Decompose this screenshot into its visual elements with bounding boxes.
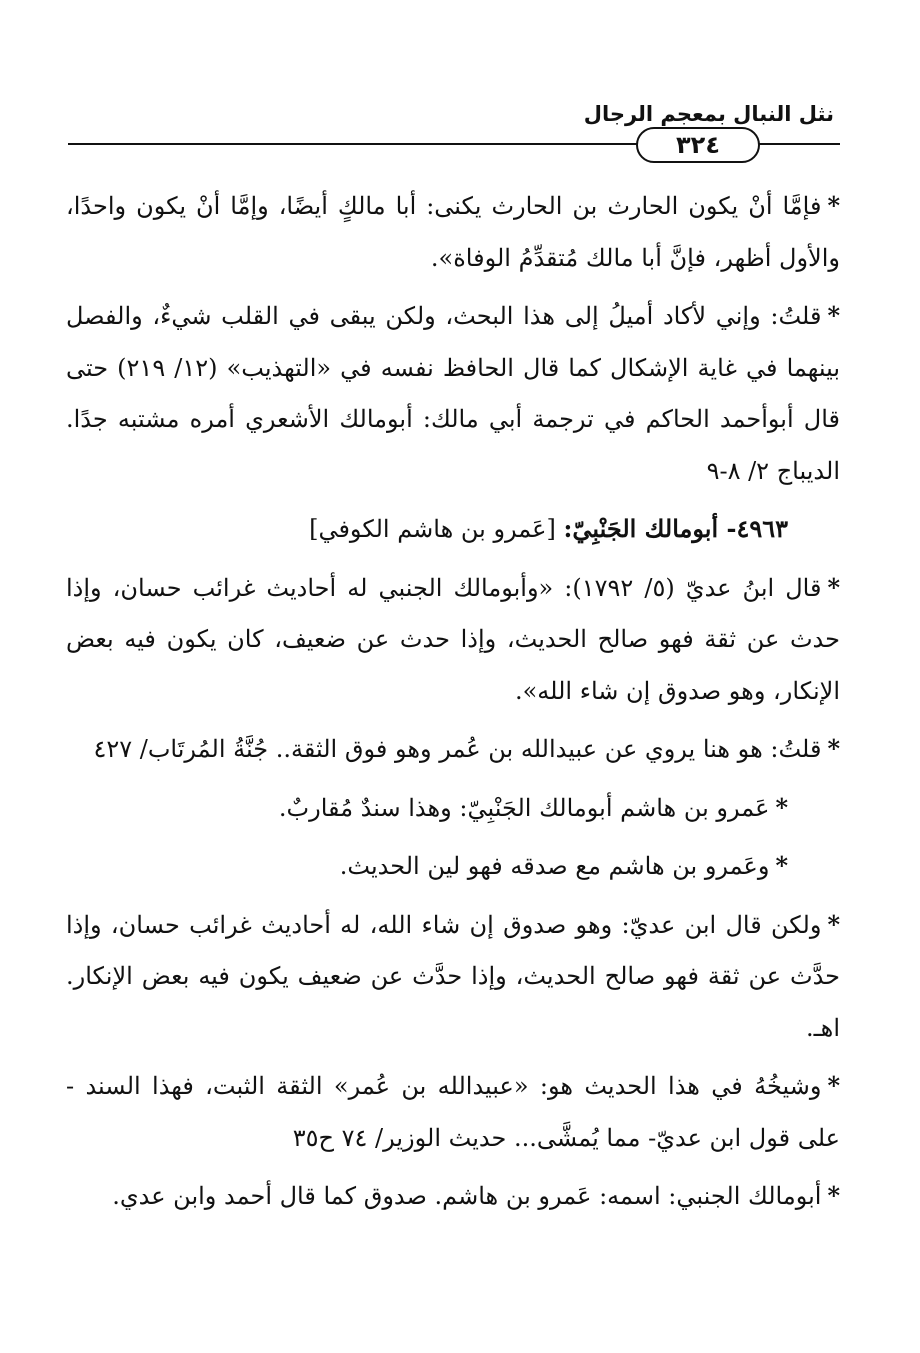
paragraph-text: عَمرو بن هاشم أبومالك الجَنْبِيّ: وهذا سندٌ مُقاربٌ. <box>278 793 770 822</box>
paragraph <box>66 290 840 497</box>
asterisk-bullet: * <box>827 191 840 220</box>
entry-name: [عَمرو بن هاشم الكوفي] <box>309 515 556 543</box>
paragraph-text: وشيخُهُ في هذا الحديث هو: «عبيدالله بن عُمر» الثقة الثبت، فهذا السند - على قول ابن عديّ- مما يُمشَّى... حديث الوزير/ ٧٤ ح٣٥ <box>66 1072 840 1152</box>
page-number: ٣٢٤ <box>636 127 760 163</box>
paragraph <box>66 840 840 893</box>
paragraph-text: قال ابنُ عديّ (٥/ ١٧٩٢): «وأبومالك الجنبي له أحاديث غرائب حسان، وإذا حدث عن ثقة فهو صالح الحديث، وإذا حدث عن ضعيف، كان يكون فيه بعض الإنكار، وهو صدوق إن شاء الله». <box>66 573 840 705</box>
asterisk-bullet: * <box>827 1181 840 1210</box>
asterisk-bullet: * <box>827 1071 840 1100</box>
paragraph <box>66 180 840 284</box>
paragraph <box>66 723 840 776</box>
paragraph <box>66 1170 840 1223</box>
paragraph <box>66 899 840 1055</box>
paragraph-text: وعَمرو بن هاشم مع صدقه فهو لين الحديث. <box>339 852 770 880</box>
paragraph-text: أبومالك الجنبي: اسمه: عَمرو بن هاشم. صدوق كما قال أحمد وابن عدي. <box>112 1182 822 1210</box>
asterisk-bullet: * <box>827 909 841 939</box>
paragraph-text: قلتُ: وإني لأكاد أميلُ إلى هذا البحث، ولكن يبقى في القلب شيءٌ، والفصل بينهما في غاية الإشكال كما قال الحافظ نفسه في «التهذيب» (١٢/ ٢١٩) حتى قال أبوأحمد الحاكم في ترجمة أبي مالك: أبومالك الأشعري أمره مشتبه جدًا. الديباج ٢/ ٨-٩ <box>66 302 841 485</box>
paragraph-text: قلتُ: هو هنا يروي عن عبيدالله بن عُمر وهو فوق الثقة.. جُنَّةُ المُرتَاب/ ٤٢٧ <box>93 735 822 763</box>
asterisk-bullet: * <box>827 734 840 763</box>
paragraph <box>66 1060 840 1164</box>
page-body <box>66 180 840 1229</box>
paragraph-text: ولكن قال ابن عديّ: وهو صدوق إن شاء الله، له أحاديث غرائب حسان، وإذا حدَّث عن ثقة فهو صالح الحديث، وإذا حدَّث عن ضعيف يكون فيه بعض الإنكار. اهـ. <box>66 910 840 1042</box>
paragraph <box>66 562 840 718</box>
asterisk-bullet: * <box>775 792 788 822</box>
asterisk-bullet: * <box>775 851 788 880</box>
asterisk-bullet: * <box>827 301 840 330</box>
entry-header <box>66 503 840 556</box>
asterisk-bullet: * <box>827 572 841 602</box>
paragraph-text: فإمَّا أنْ يكون الحارث بن الحارث يكنى: أبا مالكٍ أيضًا، وإمَّا أنْ يكون واحدًا، والأول أظهر، فإنَّ أبا مالك مُتقدِّمُ الوفاة». <box>66 192 840 272</box>
running-title: نثل النبال بمعجم الرجال <box>583 102 834 126</box>
entry-heading: ٤٩٦٣- أبومالك الجَنْبِيّ: <box>563 514 788 543</box>
paragraph <box>66 782 840 835</box>
